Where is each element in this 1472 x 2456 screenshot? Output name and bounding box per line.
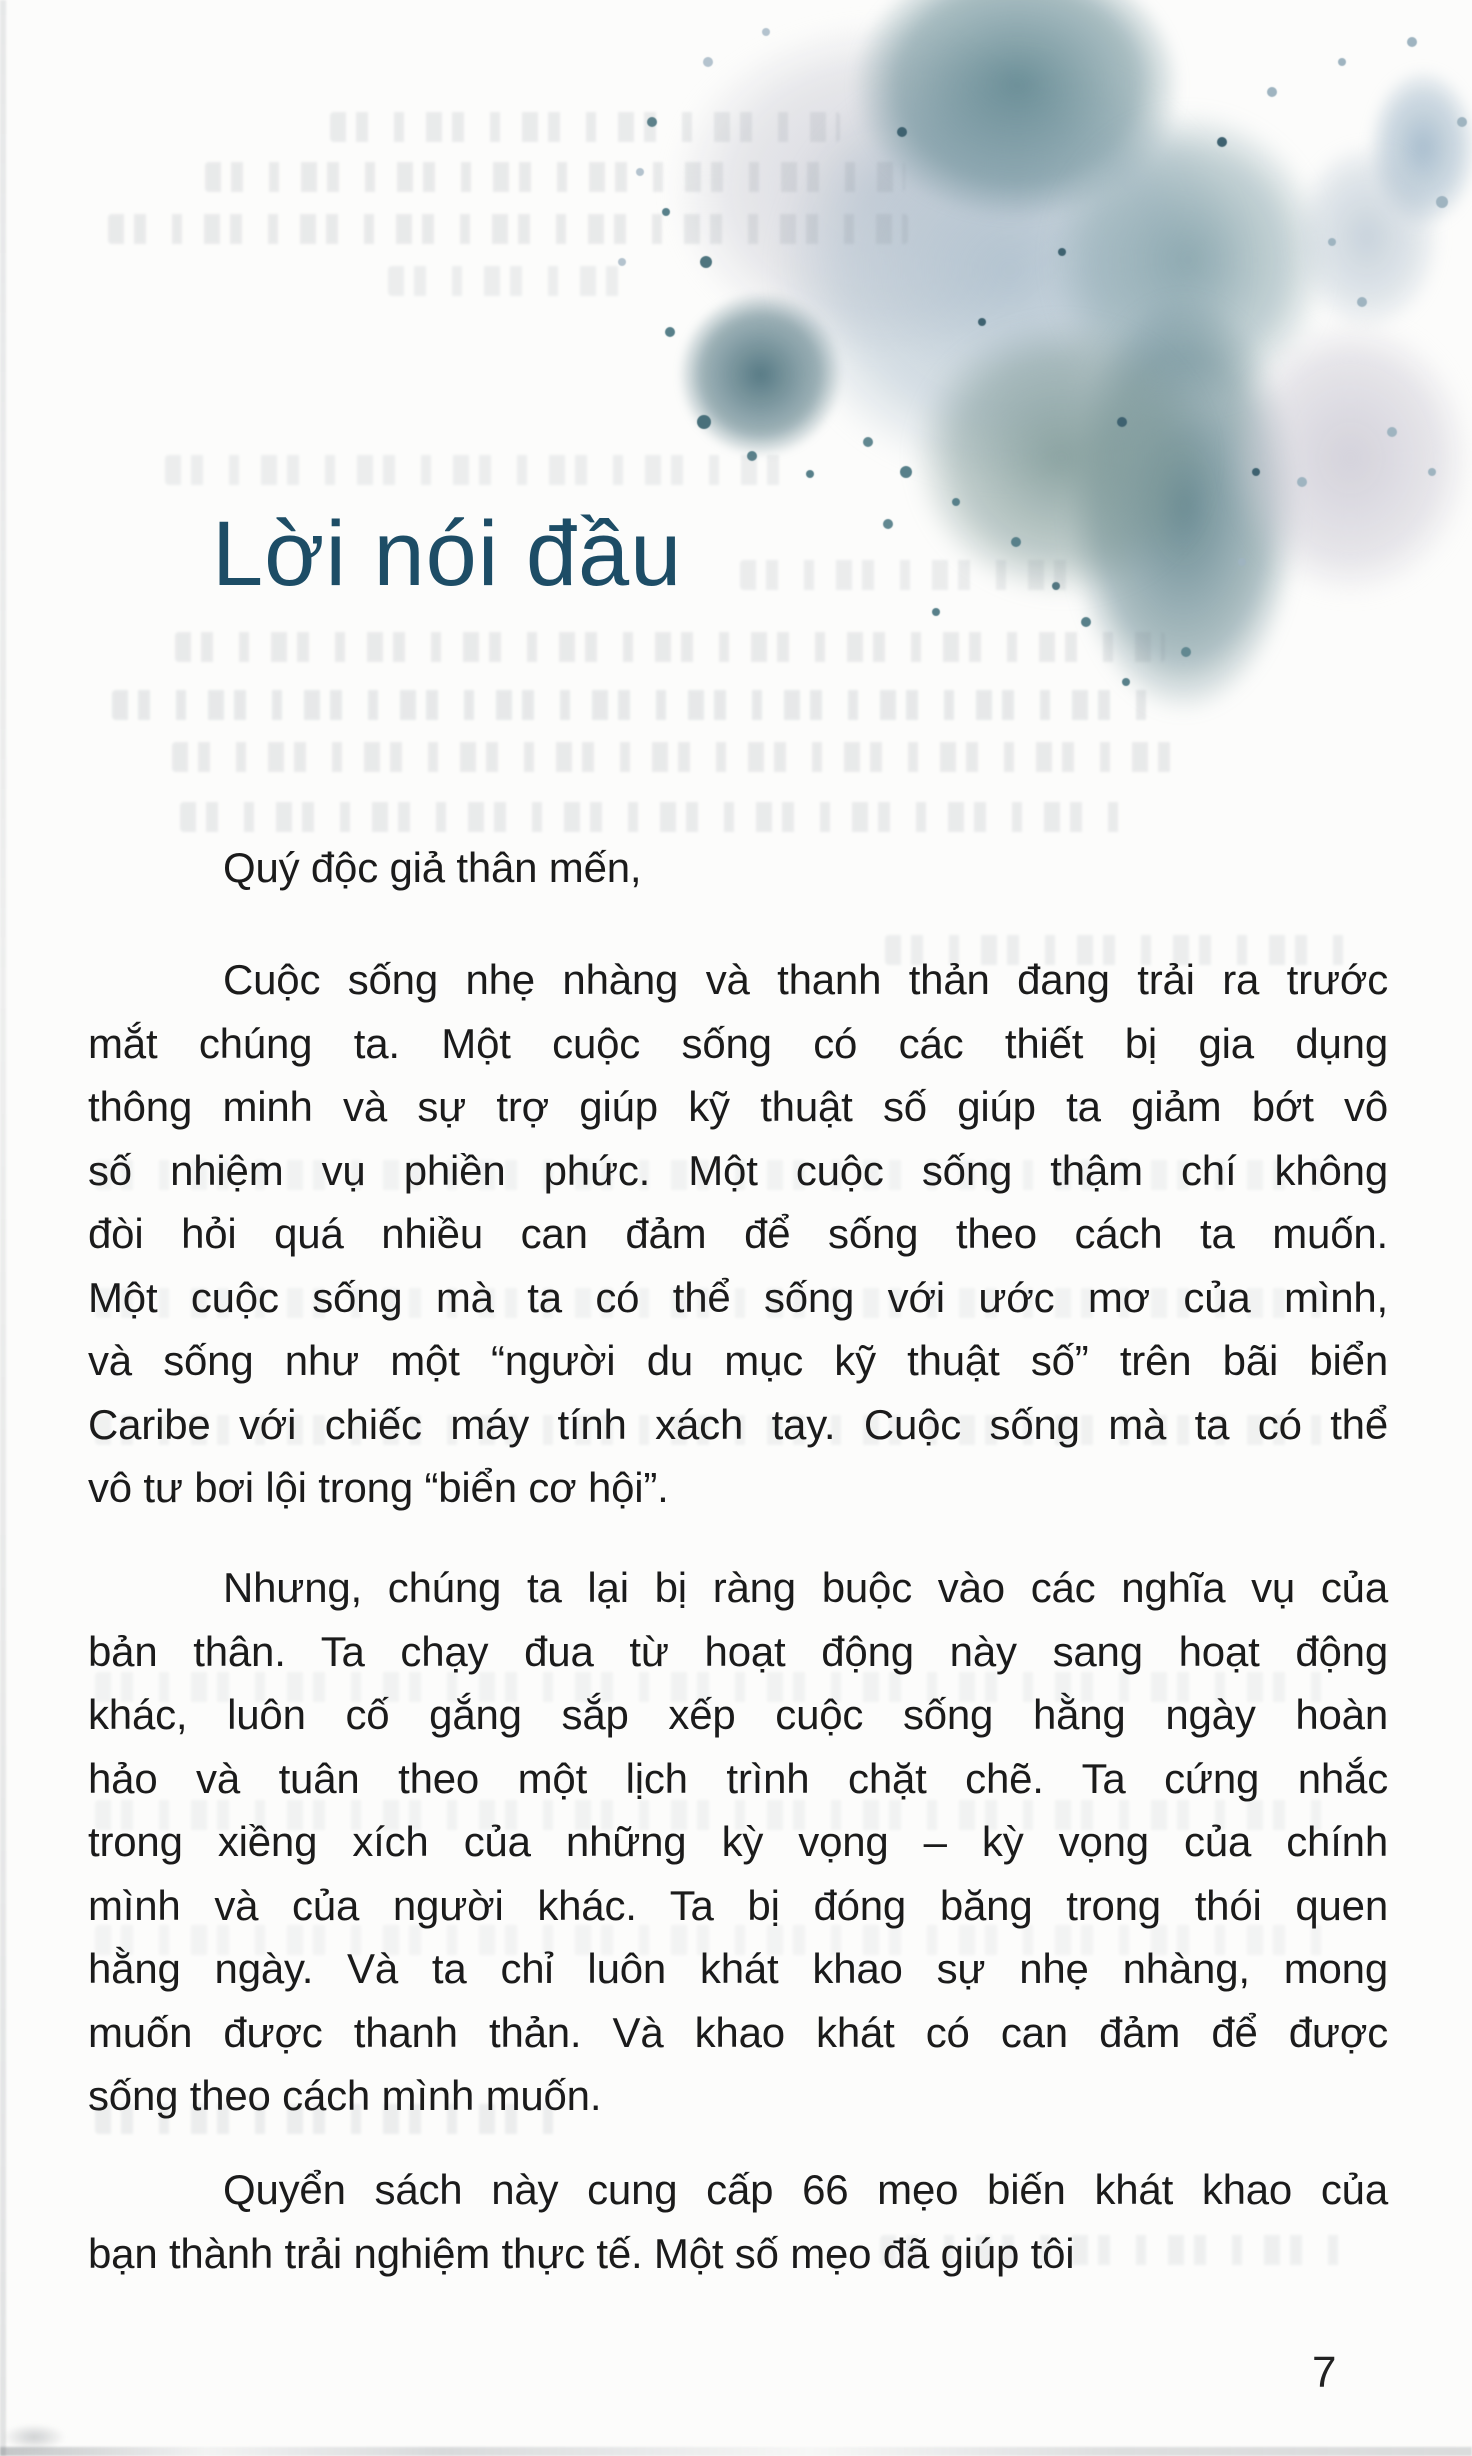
salutation: Quý độc giả thân mến, xyxy=(223,844,642,891)
bleedthrough-line xyxy=(172,742,1172,772)
text-line: mắt chúng ta. Một cuộc sống có các thiết bị gia dụng xyxy=(88,1019,1388,1067)
text-line: hảo và tuân theo một lịch trình chặt chẽ. Ta cứng nhắc xyxy=(88,1754,1388,1802)
bleedthrough-line xyxy=(165,455,805,485)
bleedthrough-line xyxy=(330,112,840,142)
text-line: vô tư bơi lội trong “biển cơ hội”. xyxy=(88,1464,669,1511)
paragraph xyxy=(88,1556,1388,2128)
page-edge-bottom xyxy=(0,2447,1472,2456)
text-line: khác, luôn cố gắng sắp xếp cuộc sống hằng ngày hoàn xyxy=(88,1691,1388,1738)
text-line: bản thân. Ta chạy đua từ hoạt động này sang hoạt động xyxy=(88,1627,1388,1675)
text-line: thông minh và sự trợ giúp kỹ thuật số giúp ta giảm bớt vô xyxy=(88,1083,1388,1130)
page-number: 7 xyxy=(1312,2348,1337,2397)
bleedthrough-line xyxy=(112,690,1152,720)
splash-blob-dark-teal xyxy=(678,292,843,457)
bleedthrough-line xyxy=(175,632,1165,662)
bleedthrough-line xyxy=(108,214,908,244)
text-line: Cuộc sống nhẹ nhàng và thanh thản đang trải ra trước xyxy=(223,956,1388,1003)
salutation-block xyxy=(88,836,1388,900)
text-line: trong xiềng xích của những kỳ vọng – kỳ vọng của chính xyxy=(88,1818,1388,1865)
page-title: Lời nói đầu xyxy=(212,503,683,605)
page-edge-left xyxy=(0,0,6,2456)
text-line: và sống như một “người du mục kỹ thuật số” trên bãi biển xyxy=(88,1337,1388,1384)
text-line: sống theo cách mình muốn. xyxy=(88,2072,602,2119)
page-corner-smudge xyxy=(2,2424,66,2450)
bleedthrough-line xyxy=(205,162,905,192)
text-line: muốn được thanh thản. Và khao khát có can đảm để được xyxy=(88,2008,1388,2056)
text-line: Một cuộc sống mà ta có thể sống với ước mơ của mình, xyxy=(88,1273,1388,1321)
text-line: số nhiệm vụ phiền phức. Một cuộc sống thậm chí không xyxy=(88,1146,1388,1194)
text-line: đòi hỏi quá nhiều can đảm để sống theo cách ta muốn. xyxy=(88,1210,1388,1257)
splash-blob-sage xyxy=(912,318,1212,598)
text-line: Caribe với chiếc máy tính xách tay. Cuộc sống mà ta có thể xyxy=(88,1400,1388,1448)
text-line: mình và của người khác. Ta bị đóng băng trong thói quen xyxy=(88,1881,1388,1929)
splash-blob-lavender-right xyxy=(1228,318,1472,598)
text-line: hằng ngày. Và ta chỉ luôn khát khao sự nhẹ nhàng, mong xyxy=(88,1945,1388,1992)
splash-blob-edge-gray xyxy=(1292,142,1442,332)
text-line: bạn thành trải nghiệm thực tế. Một số mẹo đã giúp tôi xyxy=(88,2229,1075,2277)
text-line: Quyển sách này cung cấp 66 mẹo biến khát khao của xyxy=(223,2166,1388,2213)
paragraph xyxy=(88,2158,1388,2285)
bleedthrough-line xyxy=(180,802,1140,832)
bleedthrough-line xyxy=(388,266,643,296)
bleedthrough-line xyxy=(740,560,1070,590)
paragraph xyxy=(88,948,1388,1520)
text-line: Nhưng, chúng ta lại bị ràng buộc vào các nghĩa vụ của xyxy=(223,1564,1388,1611)
